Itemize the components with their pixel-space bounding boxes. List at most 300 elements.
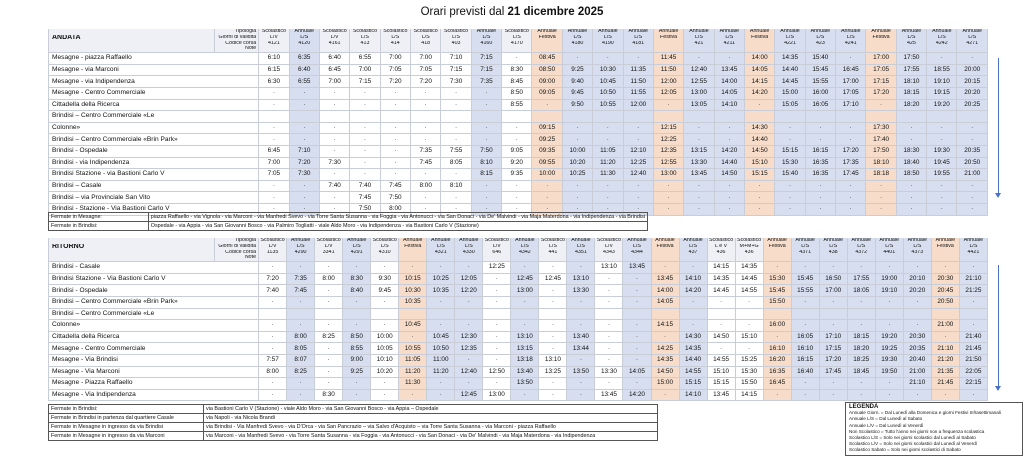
time-cell: · — [319, 145, 349, 157]
time-cell: · — [775, 122, 805, 134]
time-cell: 15:45 — [791, 273, 819, 285]
stop-name: Brindisi – via Provinciale San Vito — [49, 192, 259, 204]
time-cell: · — [959, 296, 987, 308]
time-cell: 7:20 — [380, 76, 410, 88]
time-cell: · — [259, 296, 287, 308]
time-cell: · — [623, 273, 651, 285]
column-header-cell: L/S — [623, 35, 653, 41]
time-cell: · — [653, 99, 683, 111]
time-cell: 17:40 — [866, 134, 896, 146]
time-cell: 14:50 — [714, 169, 744, 181]
time-cell: · — [483, 378, 511, 390]
time-cell: 12:30 — [455, 331, 483, 343]
time-cell: 14:30 — [744, 122, 774, 134]
time-cell: 8:10 — [441, 180, 471, 192]
column-header-cell: Annuale — [819, 238, 847, 244]
time-cell: · — [595, 273, 623, 285]
time-cell: · — [707, 320, 735, 332]
column-header-cell: L/S — [679, 244, 707, 250]
time-cell: 15:10 — [744, 157, 774, 169]
time-cell: · — [791, 378, 819, 390]
table-row — [49, 53, 988, 65]
time-cell: · — [819, 262, 847, 274]
table-row — [49, 180, 988, 192]
time-cell: · — [483, 285, 511, 297]
column-header-cell: 437 — [679, 250, 707, 256]
time-cell — [735, 308, 763, 320]
time-cell — [539, 308, 567, 320]
time-cell: 14:50 — [651, 366, 679, 378]
column-header-cell: L/S — [896, 35, 926, 41]
time-cell: 19:10 — [927, 76, 957, 88]
time-cell: 6:30 — [259, 76, 289, 88]
time-cell: 14:40 — [714, 157, 744, 169]
time-cell: · — [502, 180, 532, 192]
time-cell: · — [651, 331, 679, 343]
column-header-cell: 4221 — [775, 41, 805, 47]
time-cell: · — [532, 192, 562, 204]
time-cell — [511, 308, 539, 320]
time-cell: 20:45 — [931, 285, 959, 297]
time-cell: 14:00 — [651, 285, 679, 297]
time-cell: 14:00 — [714, 76, 744, 88]
time-cell: · — [350, 87, 380, 99]
time-cell: 14:10 — [714, 99, 744, 111]
table-row — [49, 366, 988, 378]
column-header-cell: L/S — [836, 35, 866, 41]
time-cell: 16:05 — [805, 99, 835, 111]
time-cell: 10:30 — [399, 285, 427, 297]
time-cell: 10:25 — [562, 169, 592, 181]
time-cell: 12:20 — [455, 285, 483, 297]
time-cell: 13:50 — [511, 378, 539, 390]
time-cell: 14:35 — [651, 354, 679, 366]
time-cell: · — [847, 389, 875, 401]
time-cell: 9:20 — [502, 157, 532, 169]
time-cell: · — [259, 378, 287, 390]
time-cell — [744, 111, 774, 123]
note-label: Fermate in Brindisi in partenza dal quartiere Casale — [49, 414, 204, 423]
column-header-cell: L/S — [350, 35, 380, 41]
time-cell: 13:15 — [684, 145, 714, 157]
time-cell: 7:30 — [289, 169, 319, 181]
time-cell — [903, 308, 931, 320]
time-cell: · — [714, 53, 744, 65]
time-cell: 13:45 — [651, 273, 679, 285]
column-header-cell: Festiva — [653, 35, 683, 41]
time-cell: · — [319, 203, 349, 215]
column-header-cell: Annuale — [775, 29, 805, 35]
time-cell: 8:25 — [287, 366, 315, 378]
time-cell: · — [651, 262, 679, 274]
time-cell: 19:15 — [927, 87, 957, 99]
time-cell: · — [259, 320, 287, 332]
time-cell: · — [866, 180, 896, 192]
time-cell: 14:15 — [707, 262, 735, 274]
time-cell: 17:50 — [896, 53, 926, 65]
column-header-cell: Scolastico — [540, 238, 565, 243]
time-cell: · — [805, 122, 835, 134]
time-cell: · — [735, 343, 763, 355]
time-cell — [315, 308, 343, 320]
time-cell: · — [399, 331, 427, 343]
time-cell: · — [763, 389, 791, 401]
time-cell — [567, 308, 595, 320]
time-cell: · — [735, 296, 763, 308]
time-cell: 13:40 — [567, 331, 595, 343]
time-cell: · — [471, 203, 501, 215]
time-cell: 17:20 — [819, 354, 847, 366]
time-cell: 7:20 — [411, 76, 441, 88]
column-header-cell: L/V — [319, 35, 349, 41]
time-cell: 11:55 — [623, 87, 653, 99]
time-cell — [957, 111, 988, 123]
time-cell: 18:15 — [896, 87, 926, 99]
time-cell: 14:10 — [679, 389, 707, 401]
column-header-cell: 4242 — [927, 41, 957, 47]
time-cell: · — [502, 192, 532, 204]
time-cell — [287, 308, 315, 320]
time-cell: 13:40 — [511, 366, 539, 378]
time-cell: 7:05 — [380, 64, 410, 76]
column-header-cell: 438 — [819, 250, 847, 256]
column-header-cell: 4321 — [427, 250, 455, 256]
column-header-cell: L/V — [259, 244, 287, 250]
time-cell: · — [471, 192, 501, 204]
column-header-cell: L/S — [562, 35, 592, 41]
time-cell: · — [483, 354, 511, 366]
time-cell: · — [259, 87, 289, 99]
time-cell: 18:20 — [847, 343, 875, 355]
time-cell: 21:25 — [959, 285, 987, 297]
time-cell: 20:25 — [957, 99, 988, 111]
time-cell: 7:45 — [411, 157, 441, 169]
time-cell — [343, 308, 371, 320]
time-cell: 09:00 — [532, 76, 562, 88]
column-header-cell: L/S — [927, 35, 957, 41]
time-cell: 18:45 — [847, 366, 875, 378]
time-cell: · — [471, 122, 501, 134]
time-cell: · — [427, 378, 455, 390]
time-cell — [455, 308, 483, 320]
time-cell: · — [371, 296, 399, 308]
section-label: ANDATA — [49, 35, 215, 41]
column-header-cell: 4180 — [562, 41, 592, 47]
time-cell: 9:45 — [562, 87, 592, 99]
time-cell: · — [903, 320, 931, 332]
time-cell: · — [819, 296, 847, 308]
stop-name: Brindisi - Stazione - Via Bastioni Carlo V — [49, 203, 259, 215]
stop-name: Cittadella della Ricerca — [49, 331, 259, 343]
time-cell: · — [427, 296, 455, 308]
andata-stops-notes — [48, 212, 648, 231]
table-row — [49, 273, 988, 285]
time-cell: 14:20 — [623, 389, 651, 401]
time-cell: 19:25 — [875, 343, 903, 355]
time-cell — [623, 308, 651, 320]
time-cell: 7:30 — [441, 76, 471, 88]
time-cell: · — [805, 134, 835, 146]
time-cell: 13:50 — [567, 366, 595, 378]
time-cell: 7:00 — [380, 53, 410, 65]
time-cell: · — [959, 262, 987, 274]
time-cell: 11:20 — [427, 366, 455, 378]
time-cell: · — [441, 87, 471, 99]
time-cell: 7:15 — [441, 64, 471, 76]
column-header-cell: Scolastico — [350, 29, 380, 35]
column-header-cell: Annuale — [511, 238, 539, 244]
time-cell: 8:05 — [287, 343, 315, 355]
column-header-cell: L/S — [343, 244, 371, 250]
time-cell: 17:35 — [836, 157, 866, 169]
time-cell: 20:50 — [957, 157, 988, 169]
legend-title: LEGENDA — [849, 404, 879, 410]
time-cell: · — [441, 192, 471, 204]
time-cell: · — [441, 122, 471, 134]
header-label: Tipologia — [214, 29, 258, 35]
time-cell: · — [959, 320, 987, 332]
time-cell: 7:45 — [287, 285, 315, 297]
andata-timetable — [48, 29, 988, 216]
column-header-cell: Annuale — [903, 238, 931, 244]
time-cell: 15:40 — [805, 53, 835, 65]
time-cell — [775, 111, 805, 123]
time-cell: · — [866, 192, 896, 204]
column-header-cell: L/S — [427, 244, 455, 250]
time-cell: · — [539, 389, 567, 401]
direction-arrow-andata — [998, 58, 999, 194]
time-cell: 17:30 — [866, 122, 896, 134]
time-cell: 10:00 — [562, 145, 592, 157]
time-cell: 21:45 — [931, 378, 959, 390]
time-cell: 18:40 — [896, 157, 926, 169]
column-header-cell: 4181 — [623, 41, 653, 47]
time-cell: 14:45 — [707, 285, 735, 297]
time-cell: · — [380, 122, 410, 134]
time-cell: · — [455, 320, 483, 332]
time-cell — [875, 308, 903, 320]
time-cell: 7:15 — [471, 64, 501, 76]
time-cell: · — [931, 331, 959, 343]
time-cell: · — [350, 122, 380, 134]
time-cell: 14:35 — [707, 273, 735, 285]
time-cell: · — [775, 134, 805, 146]
time-cell: 11:30 — [399, 378, 427, 390]
time-cell: 19:10 — [875, 285, 903, 297]
time-cell: 19:20 — [875, 331, 903, 343]
stop-name: Brindisi - Ospedale — [49, 145, 259, 157]
time-cell: 16:00 — [763, 320, 791, 332]
time-cell: · — [957, 134, 988, 146]
time-cell: 21:45 — [959, 343, 987, 355]
stop-name: Brindisi - via Indipendenza — [49, 157, 259, 169]
time-cell: · — [714, 134, 744, 146]
time-cell: 9:50 — [562, 99, 592, 111]
time-cell: 14:35 — [735, 262, 763, 274]
time-cell: 6:40 — [319, 53, 349, 65]
time-cell: · — [763, 262, 791, 274]
time-cell: 10:20 — [371, 366, 399, 378]
time-cell: · — [441, 203, 471, 215]
time-cell — [896, 111, 926, 123]
time-cell: · — [653, 203, 683, 215]
time-cell: 16:50 — [819, 273, 847, 285]
table-row — [49, 122, 988, 134]
column-header-cell: Annuale — [471, 29, 501, 35]
column-header-cell: 4371 — [791, 250, 819, 256]
time-cell: · — [866, 203, 896, 215]
time-cell: 09:05 — [532, 87, 562, 99]
time-cell: 8:10 — [471, 157, 501, 169]
time-cell: · — [593, 180, 623, 192]
column-header-cell: 4160 — [471, 41, 501, 47]
time-cell — [684, 111, 714, 123]
time-cell: · — [593, 53, 623, 65]
stop-name: Brindisi – Centro Commerciale «Brin Park» — [49, 296, 259, 308]
time-cell: · — [623, 331, 651, 343]
time-cell: 13:45 — [684, 169, 714, 181]
time-cell: 8:30 — [343, 273, 371, 285]
time-cell: 10:10 — [371, 354, 399, 366]
time-cell: · — [441, 134, 471, 146]
time-cell: · — [315, 320, 343, 332]
time-cell: 6:40 — [289, 64, 319, 76]
time-cell: 14:15 — [651, 320, 679, 332]
time-cell: 15:15 — [707, 378, 735, 390]
time-cell: · — [427, 320, 455, 332]
time-cell: · — [562, 192, 592, 204]
time-cell: 14:50 — [744, 145, 774, 157]
column-header-cell: 4170 — [502, 41, 532, 47]
time-cell: · — [455, 262, 483, 274]
time-cell: · — [343, 378, 371, 390]
time-cell: · — [371, 389, 399, 401]
time-cell: 18:10 — [866, 157, 896, 169]
note-label: Fermate in Brindisi: — [49, 222, 149, 231]
table-row — [49, 87, 988, 99]
time-cell: · — [511, 389, 539, 401]
column-header-cell: L/S — [502, 35, 532, 41]
section-label: RITORNO — [49, 244, 215, 250]
time-cell: · — [350, 169, 380, 181]
column-header-cell: Scolastico — [319, 29, 349, 35]
time-cell: 16:05 — [791, 331, 819, 343]
time-cell: · — [623, 203, 653, 215]
time-cell: 16:35 — [805, 157, 835, 169]
column-header-cell: Annuale — [805, 29, 835, 35]
stop-name: Colonne» — [49, 320, 259, 332]
time-cell: 12:00 — [623, 99, 653, 111]
note-text: Ospedale - via Appia - via San Giovanni Bosco - via Palmiro Togliatti - viale Aldo Moro - via Indipendenza - via Bastioni Carlo V (Stazione) — [148, 222, 647, 231]
time-cell: · — [714, 122, 744, 134]
time-cell: 12:55 — [684, 76, 714, 88]
time-cell: 14:00 — [744, 53, 774, 65]
column-header-cell: L/S — [875, 244, 903, 250]
column-header-cell: 423 — [805, 41, 835, 47]
time-cell: · — [896, 134, 926, 146]
time-cell: · — [539, 285, 567, 297]
time-cell: · — [319, 169, 349, 181]
time-cell: 9:30 — [371, 273, 399, 285]
column-header-cell: Annuale — [836, 29, 866, 35]
column-header-cell: 1135 — [259, 250, 287, 256]
column-header-cell: 421 — [684, 41, 714, 47]
time-cell: · — [623, 134, 653, 146]
note-label: Fermate in Mesagne: — [49, 213, 149, 222]
stop-name: Brindisi – Centro Commerciale «Le — [49, 308, 259, 320]
time-cell: · — [805, 180, 835, 192]
time-cell: · — [287, 378, 315, 390]
column-header-cell: Annuale — [679, 238, 707, 244]
time-cell: · — [259, 389, 287, 401]
time-cell: 17:45 — [836, 169, 866, 181]
time-cell: 15:30 — [775, 157, 805, 169]
time-cell: 14:20 — [679, 285, 707, 297]
time-cell: · — [623, 296, 651, 308]
time-cell: 15:05 — [775, 99, 805, 111]
column-header-cell: L/S — [805, 35, 835, 41]
time-cell: · — [593, 122, 623, 134]
time-cell: · — [411, 99, 441, 111]
time-cell: · — [471, 87, 501, 99]
time-cell: · — [896, 180, 926, 192]
time-cell: · — [847, 378, 875, 390]
time-cell: · — [532, 180, 562, 192]
time-cell: 7:50 — [380, 192, 410, 204]
time-cell: 16:10 — [763, 343, 791, 355]
header-label: Giorni di validità — [214, 244, 258, 250]
time-cell: 22:05 — [959, 366, 987, 378]
time-cell — [502, 111, 532, 123]
time-cell: 14:15 — [744, 76, 774, 88]
time-cell: 11:05 — [399, 354, 427, 366]
column-header-cell: Annuale — [763, 238, 791, 244]
time-cell: · — [259, 122, 289, 134]
time-cell: 17:10 — [819, 331, 847, 343]
column-header-cell: L/S — [567, 244, 595, 250]
time-cell: · — [350, 145, 380, 157]
time-cell: 11:50 — [653, 64, 683, 76]
column-header-cell: Annuale — [959, 238, 987, 244]
time-cell: · — [427, 262, 455, 274]
time-cell: · — [259, 331, 287, 343]
time-cell: 15:55 — [791, 285, 819, 297]
time-cell — [483, 308, 511, 320]
time-cell — [259, 308, 287, 320]
time-cell: 17:05 — [836, 87, 866, 99]
time-cell: · — [957, 192, 988, 204]
column-header-cell: L/S — [380, 35, 410, 41]
time-cell: 7:10 — [289, 145, 319, 157]
time-cell: · — [819, 378, 847, 390]
time-cell: 10:55 — [399, 343, 427, 355]
column-header-cell: L/S — [539, 244, 567, 250]
time-cell: · — [931, 262, 959, 274]
time-cell: · — [350, 99, 380, 111]
time-cell: 17:55 — [896, 64, 926, 76]
time-cell: 12:05 — [455, 273, 483, 285]
time-cell: · — [539, 331, 567, 343]
time-cell: · — [502, 203, 532, 215]
time-cell — [653, 111, 683, 123]
time-cell: 18:25 — [847, 354, 875, 366]
header-label: Codice corsa — [214, 41, 258, 47]
time-cell: 17:55 — [847, 273, 875, 285]
time-cell: 14:05 — [714, 87, 744, 99]
time-cell: · — [679, 296, 707, 308]
time-cell: 18:30 — [896, 145, 926, 157]
time-cell: 7:30 — [319, 157, 349, 169]
